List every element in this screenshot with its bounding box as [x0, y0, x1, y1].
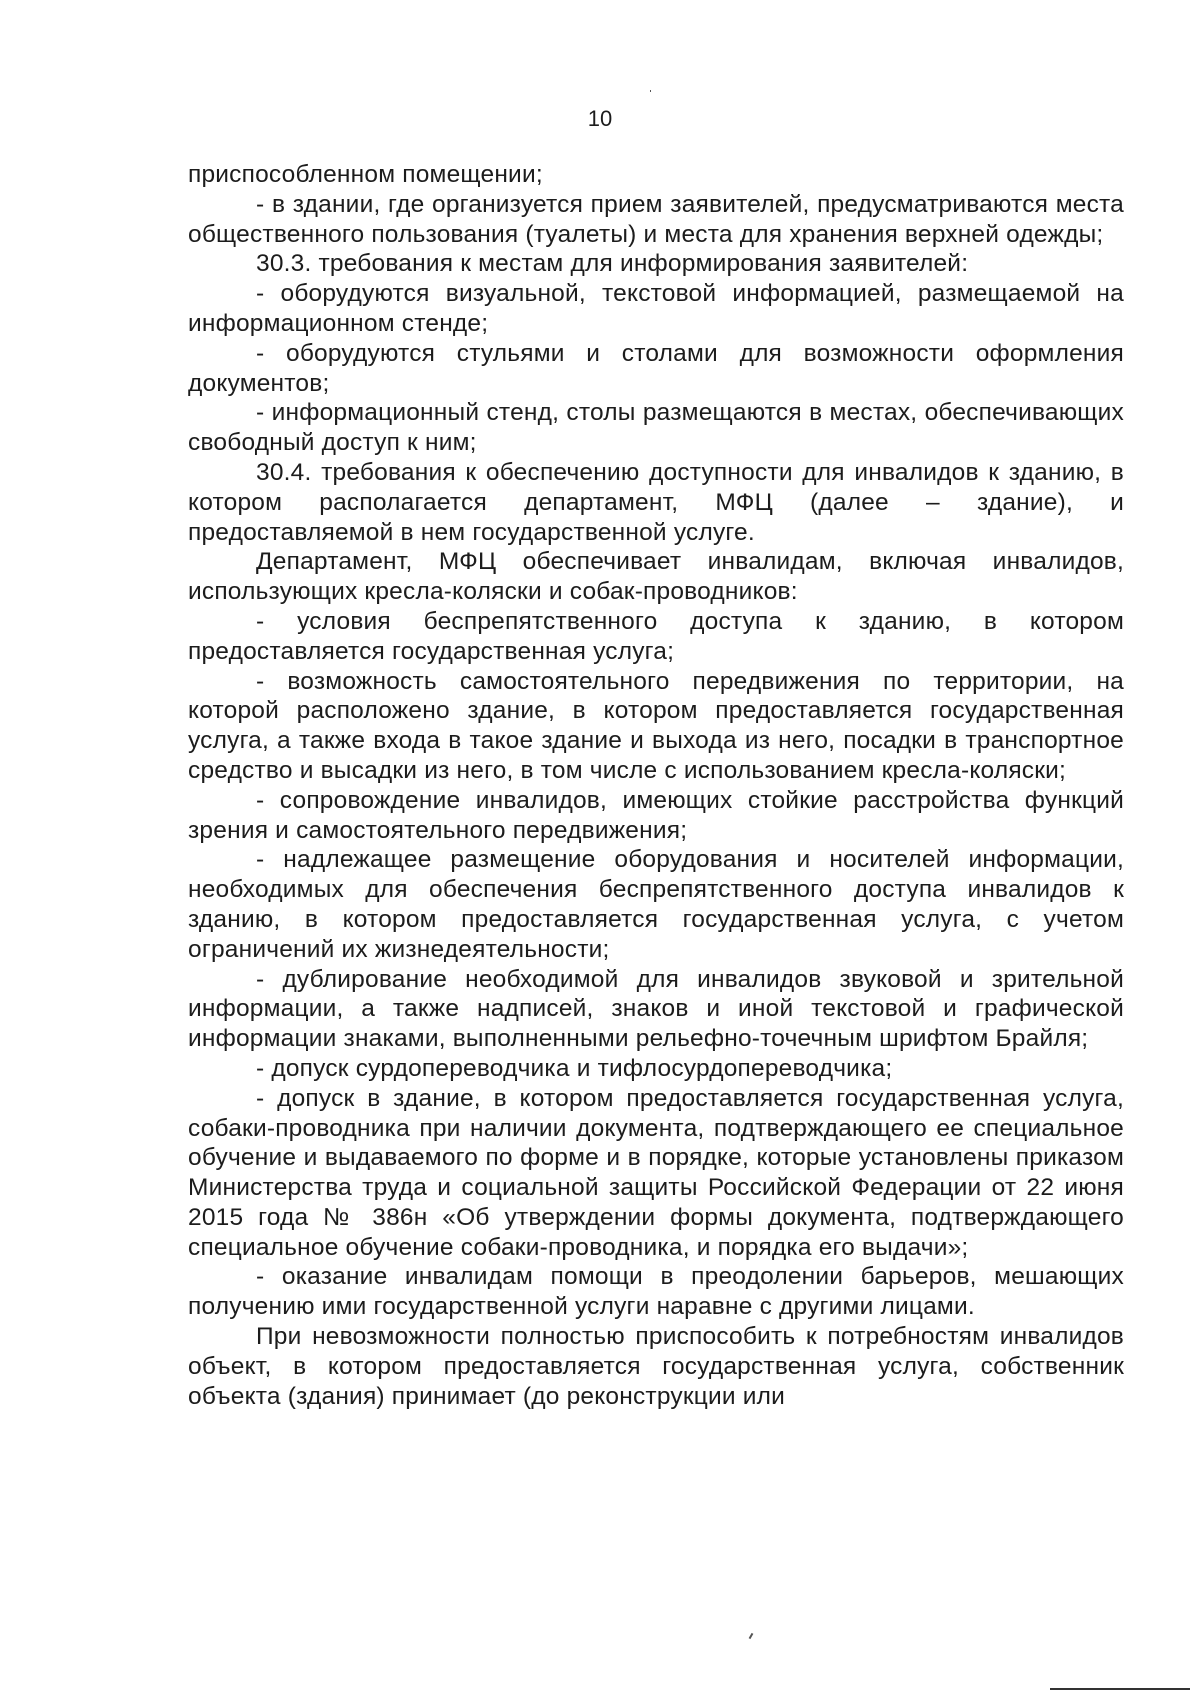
document-body: [188, 160, 1124, 1411]
paragraph: - надлежащее размещение оборудования и носителей информации, необходимых для обеспечения беспрепятственного доступа инвалидов к зданию, в котором предоставляется государственная услуга, с учетом ограничений их жизнедеятельности;: [188, 846, 1124, 963]
paragraph: - дублирование необходимой для инвалидов звуковой и зрительной информации, а также надписей, знаков и иной текстовой и графической информации знаками, выполненными рельефно-точечным шрифтом Брайля;: [188, 965, 1124, 1053]
paragraph: - возможность самостоятельного передвижения по территории, на которой расположено здание, в котором предоставляется государственная услуга, а также входа в такое здание и выхода из него, посадки в транспортное средство и высадки из него, в том числе с использованием кресла-коляски;: [188, 667, 1124, 784]
scan-edge-line: [1050, 1688, 1190, 1690]
paragraph: приспособленном помещении;: [188, 161, 543, 188]
paragraph: При невозможности полностью приспособить к потребностям инвалидов объект, в котором предоставляется государственная услуга, собственник объекта (здания) принимает (до реконструкции или: [188, 1323, 1124, 1410]
paragraph: - в здании, где организуется прием заявителей, предусматриваются места общественного пользования (туалеты) и места для хранения верхней одежды;: [188, 190, 1124, 248]
page-number: 10: [587, 106, 613, 131]
paragraph: - оборудуются стульями и столами для возможности оформления документов;: [188, 339, 1124, 397]
paragraph: - допуск в здание, в котором предоставляется государственная услуга, собаки-проводника при наличии документа, подтверждающего ее специальное обучение и выдаваемого по форме и в порядке, которые установлены приказом Министерства труда и социальной защиты Российской Федерации от 22 июня 2015 года № 386н «Об утверждении формы документа, подтверждающего специальное обучение собаки-проводника, и порядка его выдачи»;: [188, 1084, 1124, 1261]
paragraph: - оборудуются визуальной, текстовой информацией, размещаемой на информационном стенде;: [188, 280, 1124, 337]
paragraph: - информационный стенд, столы размещаются в местах, обеспечивающих свободный доступ к ним;: [188, 399, 1124, 457]
paragraph: - оказание инвалидам помощи в преодолении барьеров, мешающих получению ими государственной услуги наравне с другими лицами.: [188, 1263, 1124, 1321]
paragraph: - допуск сурдопереводчика и тифлосурдопереводчика;: [256, 1054, 893, 1082]
paragraph: 30.4. требования к обеспечению доступности для инвалидов к зданию, в котором располагается департамент, МФЦ (далее – здание), и предоставляемой в нем государственной услуге.: [188, 458, 1124, 546]
scan-artifact: [749, 1633, 754, 1639]
scan-artifact: [650, 90, 651, 92]
paragraph: - сопровождение инвалидов, имеющих стойкие расстройства функций зрения и самостоятельного передвижения;: [188, 786, 1124, 844]
paragraph: Департамент, МФЦ обеспечивает инвалидам, включая инвалидов, использующих кресла-коляски и собак-проводников:: [188, 548, 1124, 606]
paragraph: 30.3. требования к местам для информирования заявителей:: [256, 250, 969, 278]
paragraph: - условия беспрепятственного доступа к зданию, в котором предоставляется государственная услуга;: [188, 607, 1124, 665]
